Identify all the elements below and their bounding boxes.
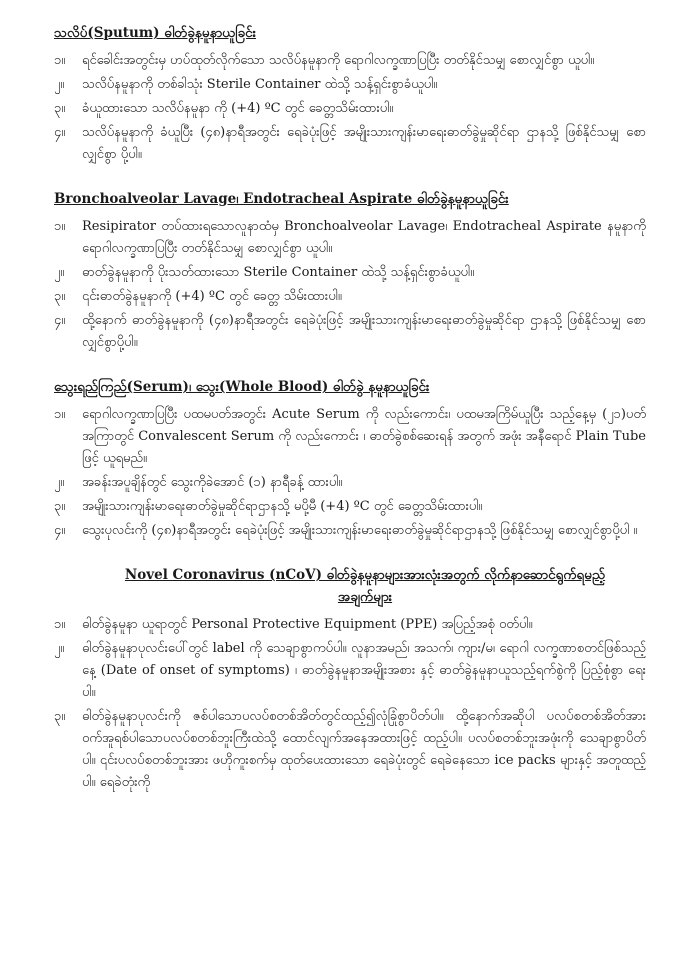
list-item: [54, 50, 646, 72]
list-item: [54, 472, 646, 494]
list-item: [54, 706, 646, 794]
list-item: [54, 638, 646, 704]
item-number: ၁။: [54, 617, 66, 632]
item-number: ၁။: [54, 219, 66, 234]
item-number: ၄။: [54, 523, 66, 538]
list-item: [54, 614, 646, 636]
item-number: ၁။: [54, 407, 66, 422]
section-heading: သွေးရည်ကြည်(Serum)၊ သွေး(Whole Blood) ဓါတ်ခွဲ နမူနာယူခြင်း: [54, 379, 430, 395]
item-text: ဓါတ်ခွဲနမူနာပုလင်းကို ဇစ်ပါသောပလပ်စတစ်အိတ်တွင်ထည့်၍လုံခြုံစွာပိတ်ပါ။ ထို့နောက်အဆိုပါ ပလပ်စတစ်အိတ်အား ဝက်အူရစ်ပါသောပလပ်စတစ်ဘူးကြီးထဲသို့ ထောင်လျက်အနေအထားဖြင့် ထည့်ပါ။ ပလပ်စတစ်ဘူးအဖုံးကို သေချာစွာပိတ်ပါ။ ၎င်းပလပ်စတစ်ဘူးအား ဖဟိုကူးစက်မှ ထုတ်ပေးထားသော ရေခဲပုံးတွင် ရေခဲနေသော ice packs များနှင့် အတူထည့်ပါ။ ရေခဲတုံးကို: [82, 709, 646, 790]
item-text: အခန်းအပူချိန်တွင် သွေးကိုခဲအောင် (၁) နာရီခန့် ထားပါ။: [82, 475, 343, 490]
section-heading: သလိပ်(Sputum) ဓါတ်ခွဲနမူနာယူခြင်း: [54, 25, 257, 41]
item-text: ထို့နောက် ဓာတ်ခွဲနမူနာကို (၄၈)နာရီအတွင်း ရေခဲပုံးဖြင့် အမျိုးသားကျန်းမာရေးဓာတ်ခွဲမှုဆိုင်ရာ ဌာနသို့ ဖြစ်နိုင်သမျှ စောလျှင်စွာပို့ပါ။: [82, 313, 646, 350]
list-item: [54, 216, 646, 260]
item-text: သွေးပုလင်းကို (၄၈)နာရီအတွင်း ရေခဲပုံးဖြင့် အမျိုးသားကျန်းမာရေးဓာတ်ခွဲမှုဆိုင်ရာဌာနသို့ ဖြစ်နိုင်သမျှ စောလျှင်စွာပို့ပါ ။: [82, 523, 638, 538]
list-item: [54, 122, 646, 166]
item-number: ၃။: [54, 289, 66, 304]
item-text: ခံယူထားသော သလိပ်နမူနာ ကို (+4) ºC တွင် ခေတ္တသိမ်းထားပါ။: [82, 101, 394, 116]
section-bronchoalveolar: [54, 188, 646, 354]
item-text: ဓါတ်ခွဲနမူနာပုလင်းပေါ်တွင် label ကို သေချာစွာကပ်ပါ။ လူနာအမည်၊ အသက်၊ ကျား/မ၊ ရောဂါ လက္ခဏာစတင်ဖြစ်သည့်နေ့ (Date of onset of symptoms) ၊ ဓာတ်ခွဲနမူနာအမျိုးအစား နှင့် ဓာတ်ခွဲနမူနာယူသည့်ရက်စွဲကို ပြည့်စုံစွာ ရေးပါ။: [82, 641, 646, 700]
item-number: ၃။: [54, 709, 66, 724]
item-number: ၁။: [54, 53, 66, 68]
item-text: ဓါတ်ခွဲနမူနာ ယူရာတွင် Personal Protective Equipment (PPE) အပြည့်အစုံ ဝတ်ပါ။: [82, 617, 533, 632]
section-serum: [54, 376, 646, 542]
item-number: ၃။: [54, 101, 66, 116]
section-heading: Novel Coronavirus (nCoV) ဓါတ်ခွဲနမူနာများအားလုံးအတွက် လိုက်နာဆောင်ရွက်ရမည့် အချက်များ: [124, 567, 606, 605]
item-text: ရင်ခေါင်းအတွင်းမှ ဟပ်ထုတ်လိုက်သော သလိပ်နမူနာကို ရောဂါလက္ခဏာပြပြီး တတ်နိုင်သမျှ စောလျှင်စွာ ယူပါ။: [82, 53, 595, 68]
section-sputum: [54, 22, 646, 166]
item-number: ၂။: [54, 475, 65, 490]
list-item: [54, 74, 646, 96]
list-item: [54, 520, 646, 542]
section-ncov-guidelines: [54, 564, 646, 794]
item-number: ၂။: [54, 77, 65, 92]
item-text: ဓာတ်ခွဲနမူနာကို ပိုးသတ်ထားသော Sterile Container ထဲသို့ သန့်ရှင်းစွာခံယူပါ။: [82, 265, 475, 280]
list-item: [54, 98, 646, 120]
section-heading: Bronchoalveolar Lavage၊ Endotracheal Aspirate ဓါတ်ခွဲနမူနာယူခြင်း: [54, 191, 509, 207]
item-text: ရောဂါလက္ခဏာပြပြီး ပထမပတ်အတွင်း Acute Serum ကို လည်းကောင်း၊ ပထမအကြိမ်ယူပြီး သည့်နေ့မှ (၂၁)ပတ် အကြာတွင် Convalescent Serum ကို လည်းကောင်း ၊ ဓာတ်ခွဲစစ်ဆေးရန် အတွက် အဖုံး အနီရောင် Plain Tube ဖြင့် ယူရမည်။: [82, 407, 646, 466]
list-item: [54, 310, 646, 354]
item-number: ၄။: [54, 313, 66, 328]
list-item: [54, 286, 646, 308]
item-text: ၎င်းဓာတ်ခွဲနမူနာကို (+4) ºC တွင် ခေတ္တ သိမ်းထားပါ။: [82, 289, 342, 304]
item-number: ၄။: [54, 125, 66, 140]
item-number: ၂။: [54, 641, 65, 656]
item-text: သလိပ်နမူနာကို ခံယူပြီး (၄၈)နာရီအတွင်း ရေခဲပုံးဖြင့် အမျိုးသားကျန်းမာရေးဓာတ်ခွဲမှုဆိုင်ရာ ဌာနသို့ ဖြစ်နိုင်သမျှ စောလျှင်စွာ ပို့ပါ။: [82, 125, 646, 162]
item-text: Resipirator တပ်ထားရသောလူနာထံမှ Bronchoalveolar Lavage၊ Endotracheal Aspirate နမူနာကို ရောဂါလက္ခဏာပြပြီး တတ်နိုင်သမျှ စောလျှင်စွာ ယူပါ။: [82, 219, 646, 256]
item-number: ၃။: [54, 499, 66, 514]
item-text: အမျိုးသားကျန်းမာရေးဓာတ်ခွဲမှုဆိုင်ရာဌာနသို့ မပို့မီ (+4) ºC တွင် ခေတ္တသိမ်းထားပါ။: [82, 499, 483, 514]
list-item: [54, 404, 646, 470]
item-number: ၂။: [54, 265, 65, 280]
item-text: သလိပ်နမူနာကို တစ်ခါသုံး Sterile Container ထဲသို့ သန့်ရှင်းစွာခံယူပါ။: [82, 77, 438, 92]
list-item: [54, 262, 646, 284]
list-item: [54, 496, 646, 518]
